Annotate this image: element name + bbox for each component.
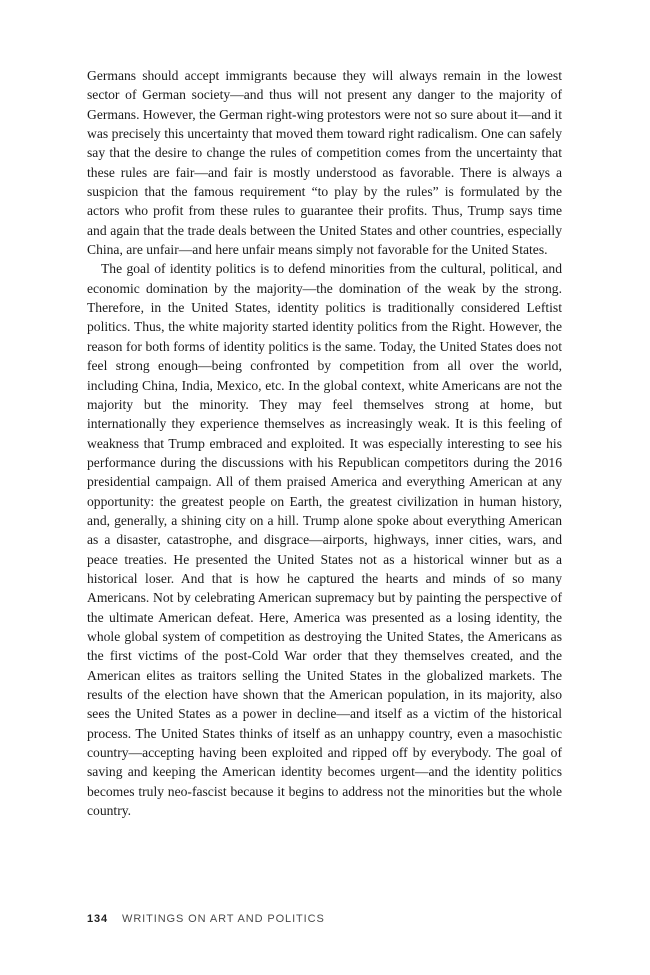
page-footer xyxy=(87,913,325,925)
paragraph-identity-politics: The goal of identity politics is to defend minorities from the cultural, political, and economic domination by the majority—the domination of the weak by the strong. Therefore, in the United States, identity politics is traditionally considered Leftist politics. Thus, the white majority started identity politics from the Right. However, the reason for both forms of identity politics is the same. Today, the United States does not feel strong enough—being confronted by competition from all over the world, including China, India, Mexico, etc. In the global context, white Americans are not the majority but the minority. They may feel themselves strong at home, but internationally they experience themselves as increasingly weak. It is this feeling of weakness that Trump embraced and exploited. It was especially interesting to see his performance during the discussions with his Republican competitors during the 2016 presidential campaign. All of them praised America and everything American at any opportunity: the greatest people on Earth, the greatest civilization in human history, and, generally, a shining city on a hill. Trump alone spoke about everything American as a disaster, catastrophe, and disgrace—airports, highways, inner cities, wars, and peace treaties. He presented the United States not as a historical winner but as a historical loser. And that is how he captured the hearts and minds of so many Americans. Not by celebrating American supremacy but by painting the perspective of the ultimate American defeat. Here, America was presented as a losing identity, the whole global system of competition as destroying the United States, the Americans as the first victims of the post-Cold War order that they themselves created, and the American elites as traitors selling the United States in the globalized markets. The results of the election have shown that the American population, in its majority, also sees the United States as a power in decline—and itself as a victim of the historical process. The United States thinks of itself as an unhappy country, even a masochistic country—accepting having been exploited and ripped off by everybody. The goal of saving and keeping the American identity becomes urgent—and the identity politics becomes truly neo-fascist because it begins to address not the minorities but the whole country. xyxy=(87,261,562,819)
paragraph-continued: Germans should accept immigrants because they will always remain in the lowest sector of German society—and thus will not present any danger to the majority of Germans. However, the German right-wing protestors were not so sure about it—and it was precisely this uncertainty that moved them toward right radicalism. One can safely say that the desire to change the rules of competition comes from the uncertainty that these rules are fair—and fair is mostly understood as favorable. There is always a suspicion that the famous requirement “to play by the rules” is formulated by the actors who profit from these rules to guarantee their profits. Thus, Trump says time and again that the trade deals between the United States and other countries, especially China, are unfair—and here unfair means simply not favorable for the United States. xyxy=(87,68,562,258)
running-head: WRITINGS ON ART AND POLITICS xyxy=(122,913,325,925)
page-number: 134 xyxy=(87,913,109,925)
page-body xyxy=(87,66,562,820)
